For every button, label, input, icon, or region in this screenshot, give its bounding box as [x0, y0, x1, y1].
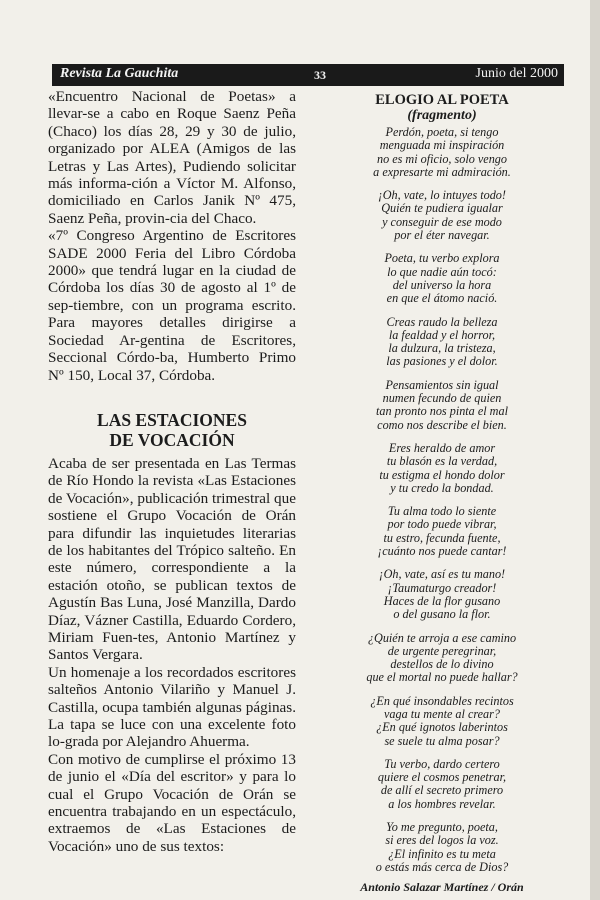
poem-subtitle: (fragmento)	[407, 108, 477, 123]
poem-stanza	[322, 695, 562, 748]
poem-line: menguada mi inspiración	[379, 138, 505, 153]
poem-line: Tu alma todo lo siente	[387, 504, 497, 519]
poem-line: por el éter navegar.	[394, 228, 490, 243]
poem-line: Tu verbo, dardo certero	[384, 756, 500, 771]
poem-line: ¿El infinito es tu meta	[388, 846, 496, 861]
poem-line: Perdón, poeta, si tengo	[385, 125, 499, 139]
poem-stanza	[322, 442, 562, 495]
poem-line: numen fecundo de quien	[382, 391, 502, 406]
poem-line: se suele tu alma posar?	[384, 733, 500, 748]
poem-stanza	[322, 821, 562, 874]
section-title-line-2: DE VOCACIÓN	[109, 429, 235, 450]
poem-stanza	[322, 126, 562, 179]
article-paragraph-2: Un homenaje a los recordados escritores salteños Antonio Vilariño y Manuel J. Castilla, ocupa también algunas páginas. La tapa se luce con una excelente foto lo-grada por Alejandro Ahuerma.	[48, 663, 296, 751]
poem-line: tu estigma el hondo dolor	[379, 467, 505, 482]
poem-line: o estás más cerca de Dios?	[375, 859, 509, 874]
poem-line: Poeta, tu verbo explora	[384, 251, 500, 266]
poem-line: destellos de lo divino	[390, 657, 494, 672]
issue-date: Junio del 2000	[475, 66, 558, 81]
poem-line: ¡Oh, vate, lo intuyes todo!	[378, 188, 506, 203]
left-column	[48, 88, 296, 855]
poem-line: del universo la hora	[392, 277, 492, 292]
article-paragraph-1: Acaba de ser presentada en Las Termas de Río Hondo la revista «Las Estaciones de Vocación», publicación trimestral que sostiene el Grupo Vocación de Orán para difundir las inquietudes literarias de los habitantes del Trópico salteño. En este número, correspondiente a la estación otoño, se publican textos de Agustín Bas Luna, José Manzilla, Dardo Díaz, Vázner Castilla, Eduardo Cordero, Miriam Fuen-tes, Antonio Martínez y Santos Vergara.	[48, 454, 296, 664]
poem-line: Quién te pudiera igualar	[381, 201, 503, 216]
poem-stanza	[322, 189, 562, 242]
poem-line: tu estro, fecunda fuente,	[383, 530, 501, 545]
page-edge	[590, 0, 600, 900]
page-header	[52, 64, 564, 86]
poem-stanza	[322, 379, 562, 432]
poem-stanza	[322, 316, 562, 369]
poem-body	[322, 126, 562, 874]
poem-line: ¡cuánto nos puede cantar!	[377, 544, 507, 559]
poem-line: Yo me pregunto, poeta,	[386, 820, 498, 835]
poem-line: a los hombres revelar.	[388, 796, 496, 811]
event-paragraph-1: «Encuentro Nacional de Poetas» a llevar-se a cabo en Roque Saenz Peña (Chaco) los días 28, 29 y 30 de julio, organizado por ALEA (Amigos de las Letras y Las Artes), Pudiendo solicitar más informa-ción a Víctor M. Alfonso, domiciliado en Carlos Janik Nº 475, Saenz Peña, provin-cia del Chaco.	[48, 88, 296, 227]
magazine-name: Revista La Gauchita	[60, 66, 179, 81]
poem-line: tan pronto nos pinta el mal	[376, 404, 508, 419]
poem-line: si eres del logos la voz.	[385, 833, 499, 848]
page-number: 33	[314, 68, 326, 82]
poem-line: Pensamientos sin igual	[385, 377, 499, 392]
article-paragraph-3: Con motivo de cumplirse el próximo 13 de junio el «Día del escritor» y para lo cual el Grupo Vocación de Orán se encuentra trabajando en un espectáculo, extraemos de «Las Estaciones de Vocación» uno de sus textos:	[48, 750, 296, 855]
section-title-line-1: LAS ESTACIONES	[97, 409, 247, 430]
poem-line: que el mortal no puede hallar?	[366, 670, 518, 685]
poem-line: ¿En qué insondables recintos	[370, 693, 514, 708]
poem-line: las pasiones y el dolor.	[386, 354, 498, 369]
poem-line: tu blasón es la verdad,	[386, 454, 498, 469]
poem-line: ¡Taumaturgo creador!	[387, 580, 497, 595]
poem-stanza	[322, 632, 562, 685]
poem-line: ¡Oh, vate, así es tu mano!	[378, 567, 506, 582]
poem-stanza	[322, 252, 562, 305]
poem-author: Antonio Salazar Martínez / Orán	[360, 880, 524, 895]
poem-line: lo que nadie aún tocó:	[387, 264, 497, 279]
poem-line: como nos describe el bien.	[377, 417, 507, 432]
poem-line: Eres heraldo de amor	[388, 440, 496, 455]
poem-line: Haces de la flor gusano	[383, 593, 501, 608]
poem-line: y tu credo la bondad.	[390, 480, 494, 495]
poem-line: la dulzura, la tristeza,	[388, 341, 496, 356]
poem-line: la fealdad y el horror,	[388, 327, 496, 342]
poem-line: de urgente peregrinar,	[387, 643, 497, 658]
poem-line: Creas raudo la belleza	[386, 314, 498, 329]
poem-title: ELOGIO AL POETA	[375, 92, 509, 108]
poem-line: a expresarte mi admiración.	[373, 164, 511, 179]
poem-stanza	[322, 505, 562, 558]
poem-line: ¿En qué ignotos laberintos	[376, 720, 508, 735]
poem-line: por todo puede vibrar,	[387, 517, 497, 532]
section-title	[48, 410, 296, 450]
poem-line: de allí el secreto primero	[380, 783, 504, 798]
poem-line: quiere el cosmos penetrar,	[377, 770, 507, 785]
event-paragraph-2: «7º Congreso Argentino de Escritores SADE 2000 Feria del Libro Córdoba 2000» que tendrá lugar en la ciudad de Córdoba los días 30 de agosto al 1º de sep-tiembre, con un programa escrito. Para mayores detalles dirigirse a Sociedad Ar-gentina de Escritores, Seccional Córdo-ba, Humberto Primo Nº 150, Local 37, Córdoba.	[48, 227, 296, 384]
poem-line: en que el átomo nació.	[386, 291, 498, 306]
poem-line: no es mi oficio, solo vengo	[377, 151, 507, 166]
poem-line: y conseguir de ese modo	[382, 214, 502, 229]
poem-line: ¿Quién te arroja a ese camino	[367, 630, 517, 645]
poem-line: o del gusano la flor.	[393, 607, 491, 622]
poem-stanza	[322, 758, 562, 811]
poem-line: vaga tu mente al crear?	[384, 706, 500, 721]
poem-stanza	[322, 568, 562, 621]
poem-column	[322, 92, 562, 895]
